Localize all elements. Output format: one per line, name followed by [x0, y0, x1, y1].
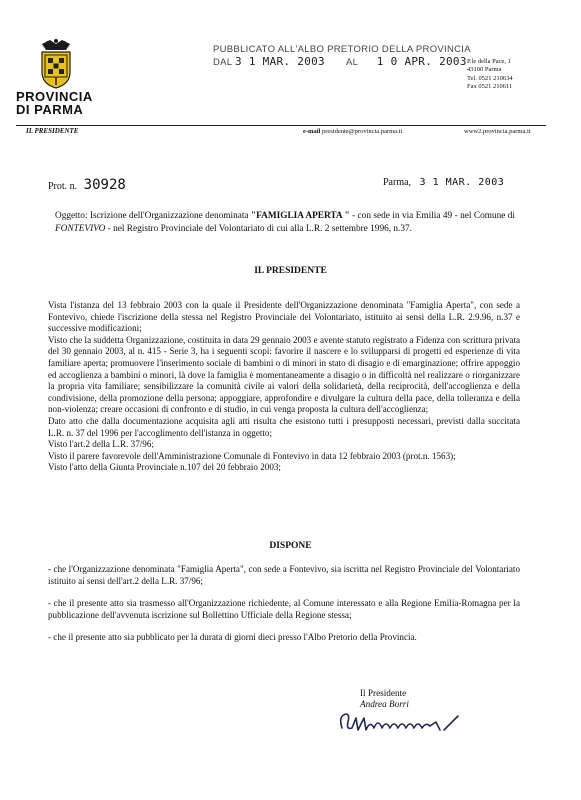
premise-paragraph: Vista l'istanza del 13 febbraio 2003 con la quale il Presidente dell'Organizzazione denominata "Famiglia Aperta", con sede a Fontevivo, chiede l'iscrizione della stessa nel Registro Provinciale del Volontariato, istituito ai sensi della L.R. 2.9.96, n.37 e successive modificazioni; [48, 300, 520, 334]
premise-paragraph: Visto il parere favorevole dell'Amministrazione Comunale di Fontevivo in data 12 febbraio 2003 (prot.n. 1563); [48, 450, 456, 461]
email-address[interactable]: presidente@provincia.parma.it [321, 128, 403, 135]
protocol-value: 30928 [83, 177, 126, 193]
subject-paragraph [55, 210, 515, 236]
brand-line-2: DI PARMA [16, 102, 84, 117]
premise-paragraph: Dato atto che dalla documentazione acquisita agli atti risulta che esistono tutti i presupposti necessari, previsti dalla succitata L.R. n. 37 del 1996 per l'accoglimento dell'istanza in oggetto; [48, 415, 520, 438]
signatory-role: Il Presidente [360, 688, 407, 698]
stamp-from-date: 3 1 MAR. 2003 [234, 55, 325, 68]
dispone-heading: DISPONE [269, 541, 312, 551]
stamp-heading: PUBBLICATO ALL'ALBO PRETORIO DELLA PROVINCIA [213, 44, 471, 55]
provincia-coat-of-arms-logo [36, 38, 76, 90]
email-label: e-mail [303, 128, 321, 135]
signatory-name: Andrea Borri [360, 699, 409, 709]
document-title: IL PRESIDENTE [254, 266, 327, 276]
premise-paragraph: Visto che la suddetta Organizzazione, costituita in data 29 gennaio 2003 e avente statuto registrato a Fidenza con scrittura privata del 30 gennaio 2003, al n. 415 - Serie 3, ha i seguenti scopi: favorire il nascere e lo svilupparsi di progetti ed esperienze di vita familiare aperta; promuovere l'inserimento sociale di bambini o di minori in stato di disagio e di emarginazione; offrire appoggio ed accoglienza a bambini o minori, là dove la famiglia è momentaneamente a disagio o in difficoltà nel realizzare o riorganizzare la propria vita familiare; sensibilizzare la comunità civile ai valori della solidarietà, della reciprocità, dell'accoglienza e della condivisione, della promozione della persona; appoggiare, approfondire e divulgare la cultura della pace, della tolleranza e della non-violenza; creare occasioni di confronto e di studio, in cui venga proposta la cultura dell'accoglienza; [48, 334, 520, 415]
signature-block [360, 688, 409, 710]
place-label: Parma, [383, 177, 412, 188]
office-address [467, 58, 513, 92]
stamp-dal-label: DAL [213, 57, 233, 68]
website-link[interactable]: www2.provincia.parma.it [464, 128, 531, 135]
premises-section [48, 300, 520, 474]
address-line: 43100 Parma [467, 66, 502, 74]
subject-lead: Oggetto: Iscrizione dell'Organizzazione denominata [55, 211, 251, 221]
premise-paragraph: Visto l'atto della Giunta Provinciale n.107 del 20 febbraio 2003; [48, 462, 281, 473]
handwritten-signature [336, 708, 466, 738]
protocol-label: Prot. n. [48, 181, 78, 192]
disposition-item: - che l'Organizzazione denominata "Famiglia Aperta", con sede a Fontevivo, sia iscritta nel Registro Provinciale del Volontariato istituito ai sensi dell'art.2 della L.R. 37/96; [48, 564, 520, 586]
organization-name: "FAMIGLIA APERTA " [250, 211, 350, 221]
brand-line-1: PROVINCIA [16, 89, 93, 104]
stamp-to-date: 1 0 APR. 2003 [376, 55, 467, 68]
header-divider [16, 125, 546, 126]
publication-stamp [213, 44, 471, 69]
email-contact [303, 128, 402, 135]
comune-name: FONTEVIVO [55, 224, 106, 234]
address-line: P.le della Pace, 1 [467, 58, 511, 65]
place-date [383, 177, 504, 188]
premise-paragraph: Visto l'art.2 della L.R. 37/96; [48, 439, 154, 450]
disposition-item: - che il presente atto sia pubblicato per la durata di giorni dieci presso l'Albo Pretorio della Provincia. [48, 632, 417, 643]
dispositions-section [48, 564, 520, 655]
protocol-number [48, 177, 126, 193]
subject-tail: - nel Registro Provinciale del Volontariato di cui alla L.R. 2 settembre 1996, n.37. [105, 224, 412, 234]
disposition-item: - che il presente atto sia trasmesso all'Organizzazione richiedente, al Comune interessato e alla Regione Emilia-Romagna per la pubblicazione dell'avvenuta iscrizione sul Bollettino Ufficiale della Regione stessa; [48, 598, 520, 620]
office-label: IL PRESIDENTE [26, 127, 79, 135]
address-line: Fax 0521 210611 [467, 83, 513, 91]
brand-name [16, 90, 93, 116]
address-line: Tel. 0521 210634 [467, 74, 513, 82]
stamp-al-label: AL [345, 57, 358, 68]
document-date: 3 1 MAR. 2003 [419, 177, 505, 188]
subject-mid: - con sede in via Emilia 49 - nel Comune di [349, 211, 516, 221]
